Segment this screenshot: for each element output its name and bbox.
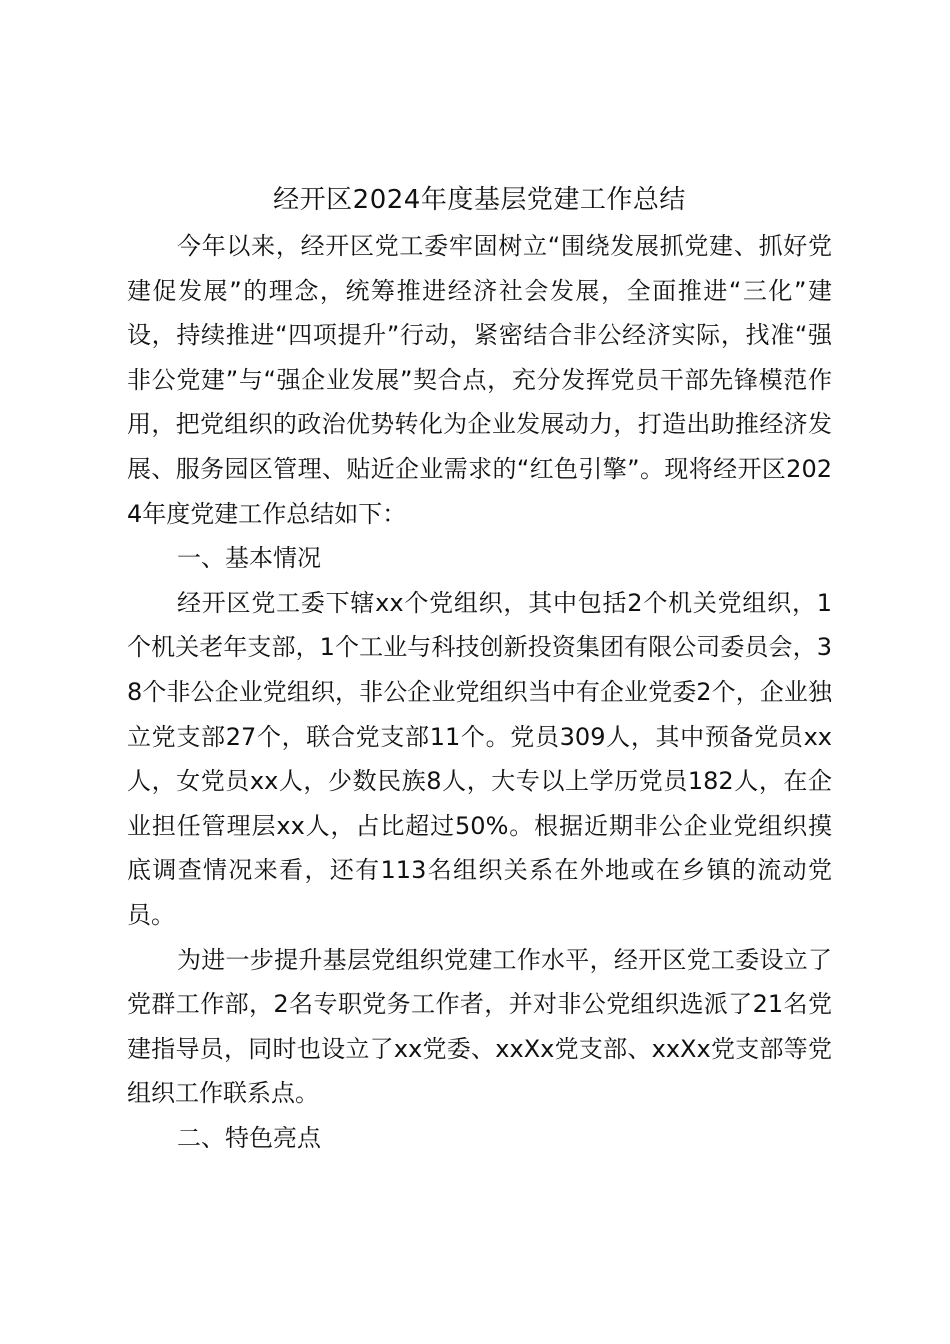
- basic-situation-paragraph: 经开区党工委下辖xx个党组织，其中包括2个机关党组织，1个机关老年支部，1个工业与科技创新投资集团有限公司委员会，38个非公企业党组织，非公企业党组织当中有企业党委2个，企业独立党支部27个，联合党支部11个。党员309人，其中预备党员xx人，女党员xx人，少数民族8人，大专以上学历党员182人，在企业担任管理层xx人，占比超过50%。根据近期非公企业党组织摸底调查情况来看，还有113名组织关系在外地或在乡镇的流动党员。: [127, 588, 832, 929]
- section-heading-highlights: 二、特色亮点: [177, 1123, 321, 1152]
- document-title: 经开区2024年度基层党建工作总结: [273, 185, 686, 215]
- section-heading-basic: 一、基本情况: [177, 544, 321, 573]
- intro-paragraph: 今年以来，经开区党工委牢固树立“围绕发展抓党建、抓好党建促发展”的理念，统筹推进经济社会发展，全面推进“三化”建设，持续推进“四项提升”行动，紧密结合非公经济实际，找准“强非公党建”与“强企业发展”契合点，充分发挥党员干部先锋模范作用，把党组织的政治优势转化为企业发展动力，打造出助推经济发展、服务园区管理、贴近企业需求的“红色引擎”。现将经开区2024年度党建工作总结如下：: [127, 232, 832, 528]
- document-body: [127, 180, 832, 1160]
- work-level-paragraph: 为进一步提升基层党组织党建工作水平，经开区党工委设立了党群工作部，2名专职党务工作者，并对非公党组织选派了21名党建指导员，同时也设立了xx党委、xxXx党支部、xxXx党支部等党组织工作联系点。: [127, 945, 832, 1108]
